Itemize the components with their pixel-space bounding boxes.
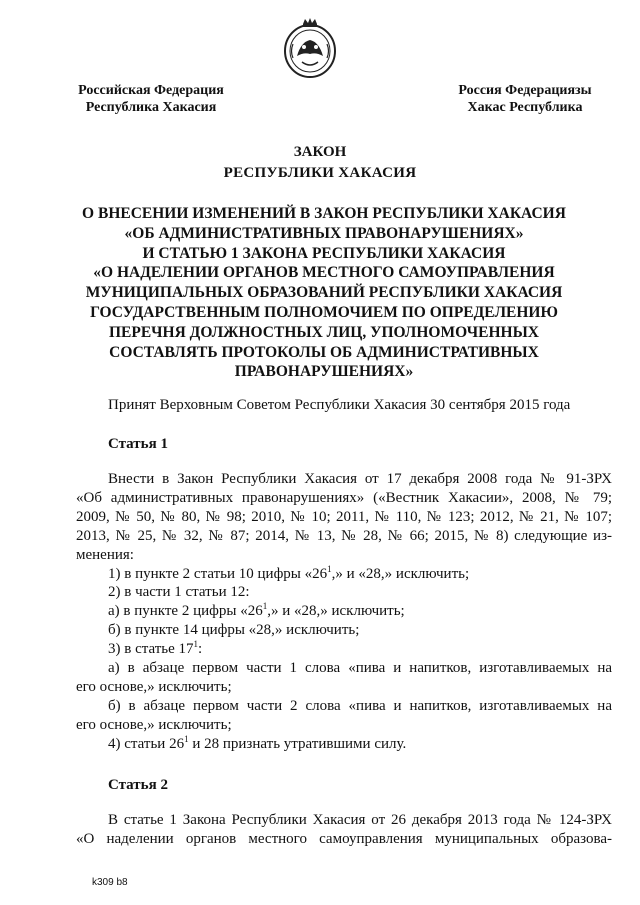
text-line: «О наделении органов местного самоуправления муниципальных образова-: [76, 830, 612, 847]
subject-line: «ОБ АДМИНИСТРАТИВНЫХ ПРАВОНАРУШЕНИЯХ»: [124, 224, 524, 242]
text-line: б) в абзаце первом части 2 слова «пива и напитков, изготавливаемых на: [108, 697, 612, 714]
text-fragment: 4) статьи 26: [108, 735, 185, 752]
law-title-republic: РЕСПУБЛИКИ ХАКАСИЯ: [223, 165, 417, 181]
article-2-heading: Статья 2: [108, 777, 168, 793]
text-line: Внести в Закон Республики Хакасия от 17 декабря 2008 года № 91-ЗРХ: [108, 471, 612, 487]
text-line: В статье 1 Закона Республики Хакасия от 26 декабря 2013 года № 124-ЗРХ: [108, 812, 612, 828]
text-fragment: 3) в статье 17: [108, 641, 194, 658]
subject-line: ГОСУДАРСТВЕННЫМ ПОЛНОМОЧИЕМ ПО ОПРЕДЕЛЕНИЮ: [90, 303, 558, 321]
article-2-text: [76, 811, 612, 849]
text-line: менения:: [76, 546, 134, 563]
subject-line: ПЕРЕЧНЯ ДОЛЖНОСТНЫХ ЛИЦ, УПОЛНОМОЧЕННЫХ: [108, 323, 540, 341]
subject-line: СОСТАВЛЯТЬ ПРОТОКОЛЫ ОБ АДМИНИСТРАТИВНЫХ: [109, 343, 539, 361]
superscript: 1: [327, 563, 332, 574]
subject-line: «О НАДЕЛЕНИИ ОРГАНОВ МЕСТНОГО САМОУПРАВЛЕНИЯ: [93, 264, 555, 282]
text-fragment: ,» и «28,» исключить;: [331, 565, 470, 582]
header-right-line: Россия Федерациязы: [458, 83, 592, 98]
text-line: б) в пункте 14 цифры «28,» исключить;: [108, 622, 360, 639]
superscript: 1: [193, 639, 199, 650]
adoption-note: Принят Верховным Советом Республики Хакасия 30 сентября 2015 года: [108, 397, 571, 413]
text-line: его основе,» исключить;: [76, 678, 232, 695]
law-subject: [60, 204, 588, 382]
text-fragment: :: [198, 641, 203, 658]
text-fragment: 1) в пункте 2 статьи 10 цифры «26: [108, 565, 328, 582]
text-line: 2013, № 25, № 32, № 87; 2014, № 13, № 28, № 66; 2015, № 8) следующие из-: [76, 527, 612, 544]
subject-line: О ВНЕСЕНИИ ИЗМЕНЕНИЙ В ЗАКОН РЕСПУБЛИКИ ХАКАСИЯ: [82, 205, 566, 222]
subject-line: И СТАТЬЮ 1 ЗАКОНА РЕСПУБЛИКИ ХАКАСИЯ: [142, 244, 506, 262]
article-1-text: [76, 470, 612, 754]
text-line: [76, 565, 612, 584]
text-line: 2009, № 50, № 80, № 98; 2010, № 10; 2011, № 110, № 123; 2012, № 21, № 107;: [76, 508, 612, 525]
header-right: [450, 82, 600, 116]
document-code: k309 b8: [92, 877, 128, 888]
coat-of-arms-emblem: [281, 18, 339, 80]
text-line: а) в абзаце первом части 1 слова «пива и напитков, изготавливаемых на: [108, 660, 612, 677]
superscript: 1: [184, 733, 189, 744]
header-left-line: Республика Хакасия: [85, 100, 217, 115]
article-1-heading: Статья 1: [108, 436, 168, 452]
text-fragment: а) в пункте 2 цифры «26: [108, 603, 263, 620]
text-line: «Об административных правонарушениях» («Вестник Хакасии», 2008, № 79;: [76, 489, 612, 506]
header-left-line: Российская Федерация: [78, 83, 224, 98]
text-line: 2) в части 1 статьи 12:: [108, 584, 250, 601]
subject-line: МУНИЦИПАЛЬНЫХ ОБРАЗОВАНИЙ РЕСПУБЛИКИ ХАКАСИЯ: [85, 284, 563, 302]
text-line: его основе,» исключить;: [76, 716, 232, 733]
text-fragment: ,» и «28,» исключить;: [267, 603, 405, 620]
text-line: [76, 640, 612, 659]
text-fragment: и 28 признать утратившими силу.: [188, 735, 407, 752]
subject-line: ПРАВОНАРУШЕНИЯХ»: [234, 363, 414, 381]
text-line: [76, 735, 612, 754]
law-title: ЗАКОН: [293, 144, 347, 160]
header-right-line: Хакас Республика: [467, 100, 583, 115]
header-left: [64, 82, 238, 116]
superscript: 1: [262, 601, 268, 612]
text-line: [76, 602, 612, 621]
